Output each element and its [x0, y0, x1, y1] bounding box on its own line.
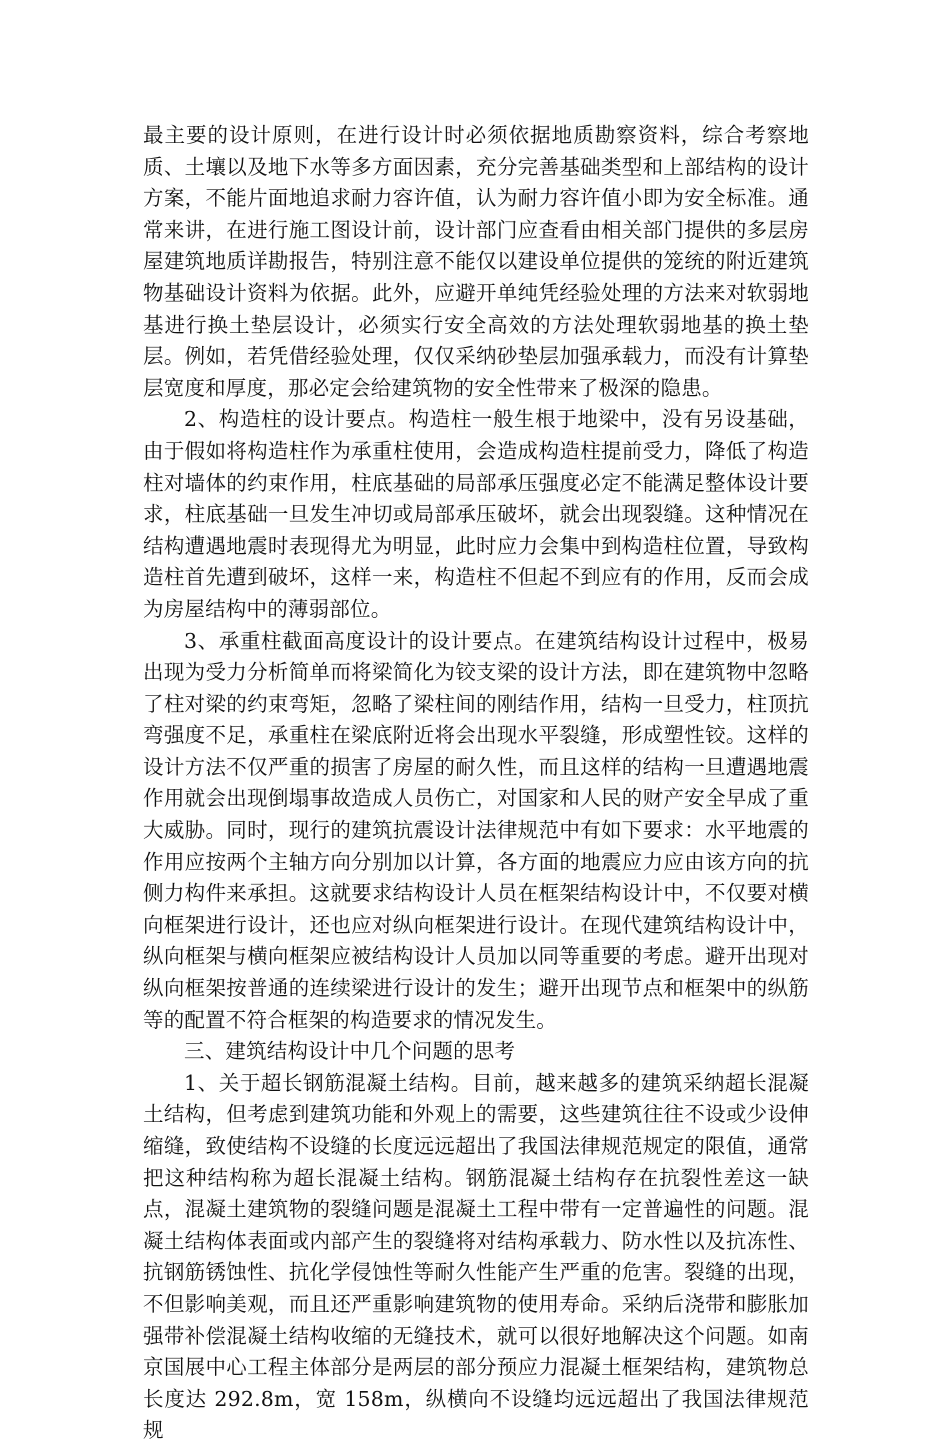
- paragraph-constructional-column: 2、构造柱的设计要点。构造柱一般生根于地梁中，没有另设基础，由于假如将构造柱作为承重柱使用，会造成构造柱提前受力，降低了构造柱对墙体的约束作用，柱底基础的局部承压强度必定不能满足整体设计要求，柱底基础一旦发生冲切或局部承压破坏，就会出现裂缝。这种情况在结构遭遇地震时表现得尤为明显，此时应力会集中到构造柱位置，导致构造柱首先遭到破坏，这样一来，构造柱不但起不到应有的作用，反而会成为房屋结构中的薄弱部位。: [143, 407, 809, 621]
- paragraph-load-bearing-column: 3、承重柱截面高度设计的设计要点。在建筑结构设计过程中，极易出现为受力分析简单而将梁简化为铰支梁的设计方法，即在建筑物中忽略了柱对梁的约束弯矩，忽略了梁柱间的刚结作用，结构一旦受力，柱顶抗弯强度不足，承重柱在梁底附近将会出现水平裂缝，形成塑性铰。这样的设计方法不仅严重的损害了房屋的耐久性，而且这样的结构一旦遭遇地震作用就会出现倒塌事故造成人员伤亡，对国家和人民的财产安全早成了重大威胁。同时，现行的建筑抗震设计法律规范中有如下要求：水平地震的作用应按两个主轴方向分别加以计算，各方面的地震应力应由该方向的抗侧力构件来承担。这就要求结构设计人员在框架结构设计中，不仅要对横向框架进行设计，还也应对纵向框架进行设计。在现代建筑结构设计中，纵向框架与横向框架应被结构设计人员加以同等重要的考虑。避开出现对纵向框架按普通的连续梁进行设计的发生；避开出现节点和框架中的纵筋等的配置不符合框架的构造要求的情况发生。: [143, 628, 809, 1032]
- section-heading: 三、建筑结构设计中几个问题的思考: [184, 1039, 516, 1064]
- paragraph-super-long-structure: 1、关于超长钢筋混凝土结构。目前，越来越多的建筑采纳超长混凝土结构，但考虑到建筑功能和外观上的需要，这些建筑往往不设或少设伸缩缝，致使结构不设缝的长度远远超出了我国法律规范规定的限值，通常把这种结构称为超长混凝土结构。钢筋混凝土结构存在抗裂性差这一缺点，混凝土建筑物的裂缝问题是混凝土工程中带有一定普遍性的问题。混凝土结构体表面或内部产生的裂缝将对结构承载力、防水性以及抗冻性、抗钢筋锈蚀性、抗化学侵蚀性等耐久性能产生严重的危害。裂缝的出现，不但影响美观，而且还严重影响建筑物的使用寿命。采纳后浇带和膨胀加强带补偿混凝土结构收缩的无缝技术，就可以很好地解决这个问题。如南京国展中心工程主体部分是两层的部分预应力混凝土框架结构，建筑物总长度达 292.8m，宽 158m，纵横向不设缝均远远超出了我国法律规范规: [143, 1070, 809, 1443]
- paragraph-continuation: 最主要的设计原则，在进行设计时必须依据地质勘察资料，综合考察地质、土壤以及地下水等多方面因素，充分完善基础类型和上部结构的设计方案，不能片面地追求耐力容许值，认为耐力容许值小即为安全标准。通常来讲，在进行施工图设计前，设计部门应查看由相关部门提供的多层房屋建筑地质详勘报告，特别注意不能仅以建设单位提供的笼统的附近建筑物基础设计资料为依据。此外，应避开单纯凭经验处理的方法来对软弱地基进行换土垫层设计，必须实行安全高效的方法处理软弱地基的换土垫层。例如，若凭借经验处理，仅仅采纳砂垫层加强承载力，而没有计算垫层宽度和厚度，那必定会给建筑物的安全性带来了极深的隐患。: [143, 123, 809, 400]
- document-body: [143, 120, 809, 1447]
